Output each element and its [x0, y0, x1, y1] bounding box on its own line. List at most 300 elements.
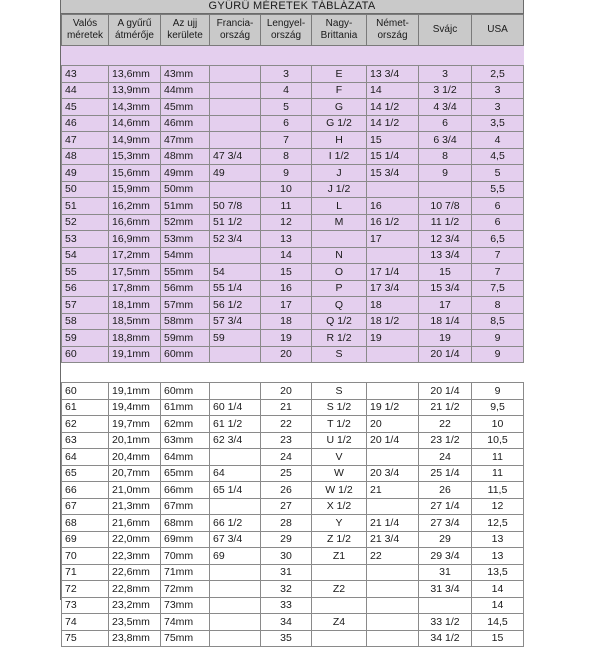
table-cell: 45: [62, 99, 109, 116]
table-cell: 14,6mm: [109, 115, 161, 132]
table-cell: 3: [472, 82, 524, 99]
table-cell: 9: [261, 165, 312, 182]
table-row: [62, 383, 524, 400]
table-cell: 16,2mm: [109, 198, 161, 215]
separator-cell: [367, 363, 419, 383]
table-cell: 22: [367, 548, 419, 565]
table-cell: 19,1mm: [109, 346, 161, 363]
table-cell: 75mm: [161, 630, 210, 647]
table-cell: 48mm: [161, 148, 210, 165]
separator-cell: [261, 363, 312, 383]
table-cell: 74: [62, 614, 109, 631]
table-cell: 73: [62, 597, 109, 614]
table-cell: Q 1/2: [312, 313, 367, 330]
column-header: [419, 15, 472, 46]
table-row: [62, 581, 524, 598]
table-cell: 22,6mm: [109, 564, 161, 581]
column-header: [472, 15, 524, 46]
table-cell: J 1/2: [312, 181, 367, 198]
separator-cell: [210, 363, 261, 383]
table-cell: 51: [62, 198, 109, 215]
table-cell: 23,2mm: [109, 597, 161, 614]
table-cell: S: [312, 346, 367, 363]
column-header-line: Lengyel-: [266, 18, 306, 29]
table-cell: T 1/2: [312, 416, 367, 433]
table-cell: 22,8mm: [109, 581, 161, 598]
table-cell: 14,3mm: [109, 99, 161, 116]
table-row: [62, 198, 524, 215]
table-row: [62, 399, 524, 416]
column-header: [261, 15, 312, 46]
table-cell: 17 1/4: [367, 264, 419, 281]
separator-cell: [419, 46, 472, 66]
table-cell: 43mm: [161, 66, 210, 83]
table-cell: 22,0mm: [109, 531, 161, 548]
table-cell: 52 3/4: [210, 231, 261, 248]
table-cell: 12: [472, 498, 524, 515]
table-cell: 50 7/8: [210, 198, 261, 215]
table-cell: 20: [261, 346, 312, 363]
table-cell: 51 1/2: [210, 214, 261, 231]
table-cell: 16,9mm: [109, 231, 161, 248]
table-cell: 7,5: [472, 280, 524, 297]
column-header-line: Brittania: [320, 30, 358, 41]
table-cell: G: [312, 99, 367, 116]
table-cell: 18: [367, 297, 419, 314]
table-cell: 60mm: [161, 383, 210, 400]
table-cell: 6: [419, 115, 472, 132]
table-cell: 23: [261, 432, 312, 449]
column-header: [109, 15, 161, 46]
table-cell: 22,3mm: [109, 548, 161, 565]
table-cell: 20,4mm: [109, 449, 161, 466]
table-cell: 9: [472, 330, 524, 347]
table-cell: 19: [419, 330, 472, 347]
table-cell: 35: [261, 630, 312, 647]
table-cell: [210, 564, 261, 581]
table-cell: [210, 132, 261, 149]
table-cell: 66mm: [161, 482, 210, 499]
table-row: [62, 313, 524, 330]
table-cell: 13 3/4: [367, 66, 419, 83]
table-row: [62, 181, 524, 198]
table-cell: 17: [419, 297, 472, 314]
table-row: [62, 99, 524, 116]
table-row: [62, 231, 524, 248]
table-row: [62, 165, 524, 182]
separator-cell: [261, 46, 312, 66]
table-cell: X 1/2: [312, 498, 367, 515]
separator-cell: [312, 363, 367, 383]
table-cell: 20,1mm: [109, 432, 161, 449]
table-cell: 56mm: [161, 280, 210, 297]
table-cell: 27 3/4: [419, 515, 472, 532]
table-cell: [367, 564, 419, 581]
table-cell: E: [312, 66, 367, 83]
table-cell: [210, 99, 261, 116]
table-cell: Q: [312, 297, 367, 314]
table-cell: 24: [261, 449, 312, 466]
table-cell: 71mm: [161, 564, 210, 581]
table-cell: 26: [261, 482, 312, 499]
table-cell: 44: [62, 82, 109, 99]
table-cell: 72: [62, 581, 109, 598]
table-row: [62, 247, 524, 264]
table-cell: 43: [62, 66, 109, 83]
table-cell: 10,5: [472, 432, 524, 449]
column-header-line: méretek: [66, 30, 104, 41]
table-cell: 61 1/2: [210, 416, 261, 433]
column-header: [62, 15, 109, 46]
table-cell: 64: [62, 449, 109, 466]
table-cell: 6: [472, 198, 524, 215]
table-cell: 31: [419, 564, 472, 581]
table-cell: 24: [419, 449, 472, 466]
table-row: [62, 482, 524, 499]
table-cell: 21,0mm: [109, 482, 161, 499]
table-cell: W 1/2: [312, 482, 367, 499]
table-cell: 15,6mm: [109, 165, 161, 182]
table-cell: 12: [261, 214, 312, 231]
table-cell: 47 3/4: [210, 148, 261, 165]
table-cell: 13,9mm: [109, 82, 161, 99]
separator-cell: [210, 46, 261, 66]
table-cell: 74mm: [161, 614, 210, 631]
separator-cell: [367, 46, 419, 66]
table-cell: 34: [261, 614, 312, 631]
table-cell: 17,5mm: [109, 264, 161, 281]
table-cell: 14,9mm: [109, 132, 161, 149]
table-cell: [367, 449, 419, 466]
table-cell: 27 1/4: [419, 498, 472, 515]
table-cell: 56: [62, 280, 109, 297]
column-header-line: ország: [270, 30, 301, 41]
table-cell: 21 3/4: [367, 531, 419, 548]
table-cell: 20 1/4: [367, 432, 419, 449]
separator-cell: [62, 363, 109, 383]
table-cell: 18,5mm: [109, 313, 161, 330]
table-cell: 15: [367, 132, 419, 149]
table-row: [62, 66, 524, 83]
table-cell: 59: [62, 330, 109, 347]
table-cell: [367, 346, 419, 363]
table-cell: [312, 564, 367, 581]
table-cell: 12 3/4: [419, 231, 472, 248]
table-cell: 11: [472, 449, 524, 466]
table-cell: 28: [261, 515, 312, 532]
table-cell: [210, 581, 261, 598]
table-row: [62, 148, 524, 165]
table-cell: 20: [261, 383, 312, 400]
table-cell: 46: [62, 115, 109, 132]
separator-cell: [472, 46, 524, 66]
table-cell: L: [312, 198, 367, 215]
table-cell: 16: [367, 198, 419, 215]
table-cell: 14: [367, 82, 419, 99]
table-cell: [210, 498, 261, 515]
separator-cell: [472, 363, 524, 383]
table-cell: 50: [62, 181, 109, 198]
table-cell: [210, 115, 261, 132]
table-cell: 13: [472, 531, 524, 548]
table-cell: 26: [419, 482, 472, 499]
table-cell: 8,5: [472, 313, 524, 330]
table-cell: 53mm: [161, 231, 210, 248]
table-cell: S 1/2: [312, 399, 367, 416]
table-cell: 46mm: [161, 115, 210, 132]
table-cell: [312, 630, 367, 647]
table-cell: 54: [62, 247, 109, 264]
table-cell: 47: [62, 132, 109, 149]
table-cell: 66 1/2: [210, 515, 261, 532]
table-cell: 61: [62, 399, 109, 416]
table-cell: 4,5: [472, 148, 524, 165]
table-cell: [367, 498, 419, 515]
table-cell: 15,9mm: [109, 181, 161, 198]
table-cell: 62 3/4: [210, 432, 261, 449]
table-cell: 16: [261, 280, 312, 297]
column-header-line: Svájc: [432, 24, 458, 35]
table-cell: 17 3/4: [367, 280, 419, 297]
table-row: [62, 416, 524, 433]
table-cell: 69mm: [161, 531, 210, 548]
table-cell: [419, 181, 472, 198]
table-cell: 33: [261, 597, 312, 614]
table-cell: 13 3/4: [419, 247, 472, 264]
separator-cell: [161, 46, 210, 66]
column-header-line: Német-: [376, 18, 409, 29]
table-cell: 60: [62, 383, 109, 400]
table-cell: [367, 614, 419, 631]
table-cell: 68mm: [161, 515, 210, 532]
table-cell: 63mm: [161, 432, 210, 449]
table-cell: 3: [419, 66, 472, 83]
table-row: [62, 264, 524, 281]
table-cell: 4: [261, 82, 312, 99]
column-header-line: Nagy-: [325, 18, 353, 29]
table-cell: 18: [261, 313, 312, 330]
table-cell: 47mm: [161, 132, 210, 149]
table-cell: 10: [261, 181, 312, 198]
table-cell: Z1: [312, 548, 367, 565]
table-cell: 67mm: [161, 498, 210, 515]
table-cell: 15 3/4: [419, 280, 472, 297]
table-row: [62, 449, 524, 466]
table-cell: 19,7mm: [109, 416, 161, 433]
table-cell: 14 1/2: [367, 99, 419, 116]
ring-size-sheet: [60, 0, 524, 645]
table-cell: 51mm: [161, 198, 210, 215]
table-cell: 17: [261, 297, 312, 314]
table-cell: 11: [261, 198, 312, 215]
table-cell: 15,3mm: [109, 148, 161, 165]
table-cell: 50mm: [161, 181, 210, 198]
table-cell: O: [312, 264, 367, 281]
table-cell: 60 1/4: [210, 399, 261, 416]
table-cell: 6: [261, 115, 312, 132]
table-cell: 10 7/8: [419, 198, 472, 215]
table-cell: J: [312, 165, 367, 182]
table-cell: 6,5: [472, 231, 524, 248]
table-cell: 21,3mm: [109, 498, 161, 515]
table-cell: 3: [261, 66, 312, 83]
table-row: [62, 432, 524, 449]
table-cell: G 1/2: [312, 115, 367, 132]
table-cell: 10: [472, 416, 524, 433]
table-row: [62, 280, 524, 297]
table-row: [62, 297, 524, 314]
table-cell: 64mm: [161, 449, 210, 466]
table-cell: 27: [261, 498, 312, 515]
table-cell: [210, 82, 261, 99]
table-cell: 30: [261, 548, 312, 565]
column-header: [161, 15, 210, 46]
table-cell: 44mm: [161, 82, 210, 99]
table-row: [62, 132, 524, 149]
table-cell: V: [312, 449, 367, 466]
table-cell: 18,1mm: [109, 297, 161, 314]
header-row: [62, 15, 524, 46]
table-cell: 49: [210, 165, 261, 182]
separator-row: [62, 363, 524, 383]
table-cell: 14: [472, 581, 524, 598]
table-cell: 58: [62, 313, 109, 330]
table-cell: 68: [62, 515, 109, 532]
table-cell: 65 1/4: [210, 482, 261, 499]
table-row: [62, 82, 524, 99]
table-cell: 5: [472, 165, 524, 182]
table-cell: [210, 66, 261, 83]
table-cell: 64: [210, 465, 261, 482]
table-cell: [367, 181, 419, 198]
table-cell: 15: [472, 630, 524, 647]
table-cell: 22: [261, 416, 312, 433]
table-cell: 9,5: [472, 399, 524, 416]
table-cell: P: [312, 280, 367, 297]
table-cell: 31: [261, 564, 312, 581]
table-cell: 3: [472, 99, 524, 116]
column-header: [312, 15, 367, 46]
ring-size-table: [61, 14, 524, 647]
table-cell: 23 1/2: [419, 432, 472, 449]
table-cell: 4: [472, 132, 524, 149]
table-cell: 54: [210, 264, 261, 281]
table-cell: M: [312, 214, 367, 231]
separator-cell: [62, 46, 109, 66]
table-cell: 12,5: [472, 515, 524, 532]
table-cell: 8: [472, 297, 524, 314]
table-cell: 21: [261, 399, 312, 416]
separator-cell: [161, 363, 210, 383]
table-cell: 3 1/2: [419, 82, 472, 99]
table-cell: S: [312, 383, 367, 400]
table-cell: [312, 231, 367, 248]
separator-cell: [419, 363, 472, 383]
table-cell: 19: [367, 330, 419, 347]
table-row: [62, 346, 524, 363]
table-cell: 18,8mm: [109, 330, 161, 347]
table-cell: 14: [261, 247, 312, 264]
table-cell: 17,8mm: [109, 280, 161, 297]
table-cell: 33 1/2: [419, 614, 472, 631]
table-cell: 60: [62, 346, 109, 363]
table-cell: 7: [261, 132, 312, 149]
table-cell: 14,5: [472, 614, 524, 631]
table-cell: [210, 181, 261, 198]
column-header-line: ország: [377, 30, 408, 41]
table-cell: 8: [419, 148, 472, 165]
table-cell: 19 1/2: [367, 399, 419, 416]
table-cell: 67: [62, 498, 109, 515]
table-cell: Z4: [312, 614, 367, 631]
table-cell: 21 1/2: [419, 399, 472, 416]
table-cell: 13: [472, 548, 524, 565]
table-cell: 16 1/2: [367, 214, 419, 231]
table-cell: 57 3/4: [210, 313, 261, 330]
table-cell: 70: [62, 548, 109, 565]
table-cell: [210, 383, 261, 400]
table-cell: 9: [472, 346, 524, 363]
table-cell: [210, 449, 261, 466]
table-cell: 73mm: [161, 597, 210, 614]
table-cell: [210, 630, 261, 647]
table-cell: 9: [419, 165, 472, 182]
column-header-line: Valós: [72, 18, 98, 29]
table-row: [62, 465, 524, 482]
table-cell: F: [312, 82, 367, 99]
table-cell: 69: [210, 548, 261, 565]
table-row: [62, 614, 524, 631]
table-cell: 7: [472, 247, 524, 264]
column-header-line: ország: [219, 30, 250, 41]
table-cell: 11,5: [472, 482, 524, 499]
table-cell: 14 1/2: [367, 115, 419, 132]
table-cell: 29: [419, 531, 472, 548]
table-cell: 13,5: [472, 564, 524, 581]
column-header-line: Francia-: [216, 18, 254, 29]
table-cell: 18 1/4: [419, 313, 472, 330]
table-cell: N: [312, 247, 367, 264]
table-cell: 14: [472, 597, 524, 614]
separator-cell: [109, 363, 161, 383]
table-cell: 49: [62, 165, 109, 182]
table-cell: 53: [62, 231, 109, 248]
table-cell: 20,7mm: [109, 465, 161, 482]
table-cell: 23,8mm: [109, 630, 161, 647]
table-cell: 8: [261, 148, 312, 165]
table-cell: 70mm: [161, 548, 210, 565]
table-cell: 21 1/4: [367, 515, 419, 532]
column-header: [367, 15, 419, 46]
table-cell: 20: [367, 416, 419, 433]
table-cell: Y: [312, 515, 367, 532]
table-cell: 22: [419, 416, 472, 433]
table-cell: 15: [419, 264, 472, 281]
table-cell: [367, 630, 419, 647]
table-cell: 48: [62, 148, 109, 165]
table-cell: 31 3/4: [419, 581, 472, 598]
table-cell: 57mm: [161, 297, 210, 314]
table-row: [62, 564, 524, 581]
table-cell: 62mm: [161, 416, 210, 433]
table-cell: [210, 346, 261, 363]
table-cell: [367, 247, 419, 264]
column-header-line: átmérője: [115, 30, 154, 41]
table-cell: 57: [62, 297, 109, 314]
table-cell: 18 1/2: [367, 313, 419, 330]
table-cell: W: [312, 465, 367, 482]
table-cell: [210, 247, 261, 264]
